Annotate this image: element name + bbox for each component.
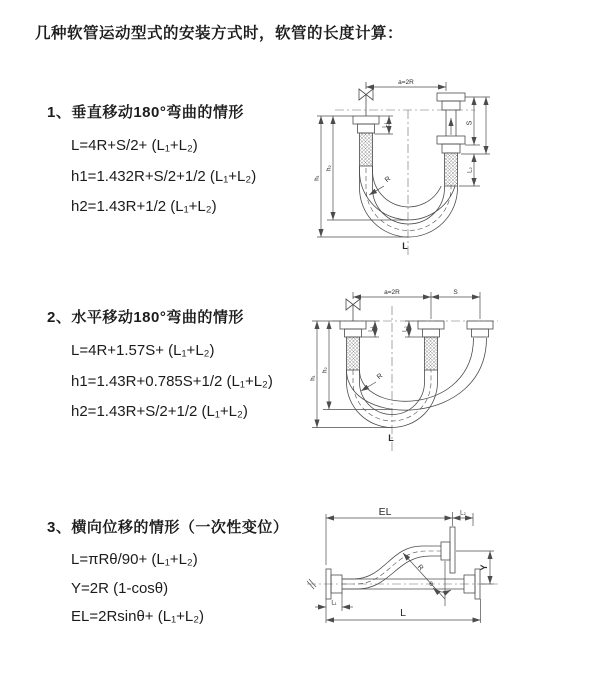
formula-line: L=4R+1.57S+ (L₁+L₂) (71, 342, 215, 359)
formula-line: L=4R+S/2+ (L₁+L₂) (71, 137, 198, 154)
radius-label: R (383, 175, 393, 185)
section-2-formulas (71, 336, 273, 428)
formula-line: EL=2Rsinθ+ (L₁+L₂) (71, 608, 205, 625)
dim-span-label: a=2R (384, 289, 400, 296)
formula-line: h1=1.432R+S/2+1/2 (L₁+L₂) (71, 167, 257, 185)
dim-s (459, 97, 490, 186)
dim-l-label: L (400, 607, 406, 619)
dim-h1-label: h₁ (314, 175, 321, 181)
dim-y-label: Y (479, 564, 489, 571)
flange (340, 321, 366, 329)
dim-h2-label: h₂ (326, 165, 333, 171)
flange (450, 527, 455, 573)
dim-l2 (453, 511, 474, 527)
dim-s-label: S (453, 289, 458, 296)
section-3-formulas (71, 546, 288, 632)
braided-hose-section (445, 153, 458, 186)
braided-hose-section (360, 133, 373, 166)
formula-line: L=πRθ/90+ (L₁+L₂) (71, 551, 198, 568)
formula-line: Y=2R (1-cosθ) (71, 579, 169, 597)
dim-l2-label: L₂ (467, 167, 474, 173)
radius-label: R (415, 563, 425, 573)
right-pipe (437, 93, 465, 186)
dim-span (366, 79, 446, 91)
flange (442, 144, 460, 153)
dim-l1 (315, 593, 353, 611)
section-3-heading: 3、横向位移的情形（一次性变位） (47, 519, 289, 536)
flange (442, 101, 460, 110)
dim-span-label: a=2R (398, 79, 414, 86)
hose-u-bend (360, 166, 458, 237)
braided-hose-section (425, 337, 438, 370)
angle-theta-label: θ (429, 581, 433, 588)
moving-pipe-position-2 (467, 321, 493, 337)
dim-l2-label: L₂ (460, 510, 466, 517)
dim-l2-label: L₂ (402, 326, 409, 332)
braided-hose-section (347, 337, 360, 370)
dim-l1-label: L₁ (331, 600, 337, 607)
dim-l1 (375, 116, 394, 134)
displaced-hose-s-curve (342, 527, 455, 589)
section-2 (47, 306, 273, 428)
formula-line: h1=1.43R+0.785S+1/2 (L₁+L₂) (71, 372, 273, 390)
length-label: L (388, 433, 394, 443)
diagram-horizontal-180 (308, 278, 600, 466)
flange (353, 116, 379, 124)
radius-label: R (375, 372, 385, 382)
left-pipe (353, 82, 379, 166)
diagram-vertical-180 (313, 68, 600, 266)
hose-u-bend (347, 338, 487, 428)
fixed-pipe (340, 299, 366, 370)
dim-l (326, 599, 481, 623)
dim-s-label: S (466, 120, 474, 126)
radius-callout (361, 373, 384, 391)
section-3 (47, 516, 288, 632)
dim-l1-label: L₁ (368, 326, 375, 332)
flange (418, 321, 444, 329)
radius-callout (403, 553, 451, 606)
dim-h1-label: h₁ (310, 375, 317, 381)
section-2-heading: 2、水平移动180°弯曲的情形 (47, 309, 244, 326)
section-1-formulas (71, 131, 256, 223)
dim-h2-label: h₂ (322, 367, 329, 373)
moving-pipe-position-1 (418, 321, 444, 370)
dim-span (353, 289, 480, 319)
hose-centerline (366, 168, 451, 231)
length-label: L (402, 241, 408, 251)
flange (358, 124, 375, 133)
flange (423, 329, 440, 337)
flange (437, 93, 465, 101)
formula-line: h2=1.43R+S/2+1/2 (L₁+L₂) (71, 403, 248, 420)
flange (472, 329, 489, 337)
formula-line: h2=1.43R+1/2 (L₁+L₂) (71, 198, 217, 215)
page-title: 几种软管运动型式的安装方式时，软管的长度计算： (35, 25, 404, 42)
flange (441, 542, 450, 560)
dim-l1-label: L₁ (382, 122, 389, 128)
flange (437, 136, 465, 144)
diagram-lateral-displacement (293, 493, 600, 638)
flange (345, 329, 362, 337)
dim-el-label: EL (378, 506, 392, 518)
section-1-heading: 1、垂直移动180°弯曲的情形 (47, 104, 244, 121)
flange (467, 321, 493, 329)
section-1 (47, 101, 256, 223)
